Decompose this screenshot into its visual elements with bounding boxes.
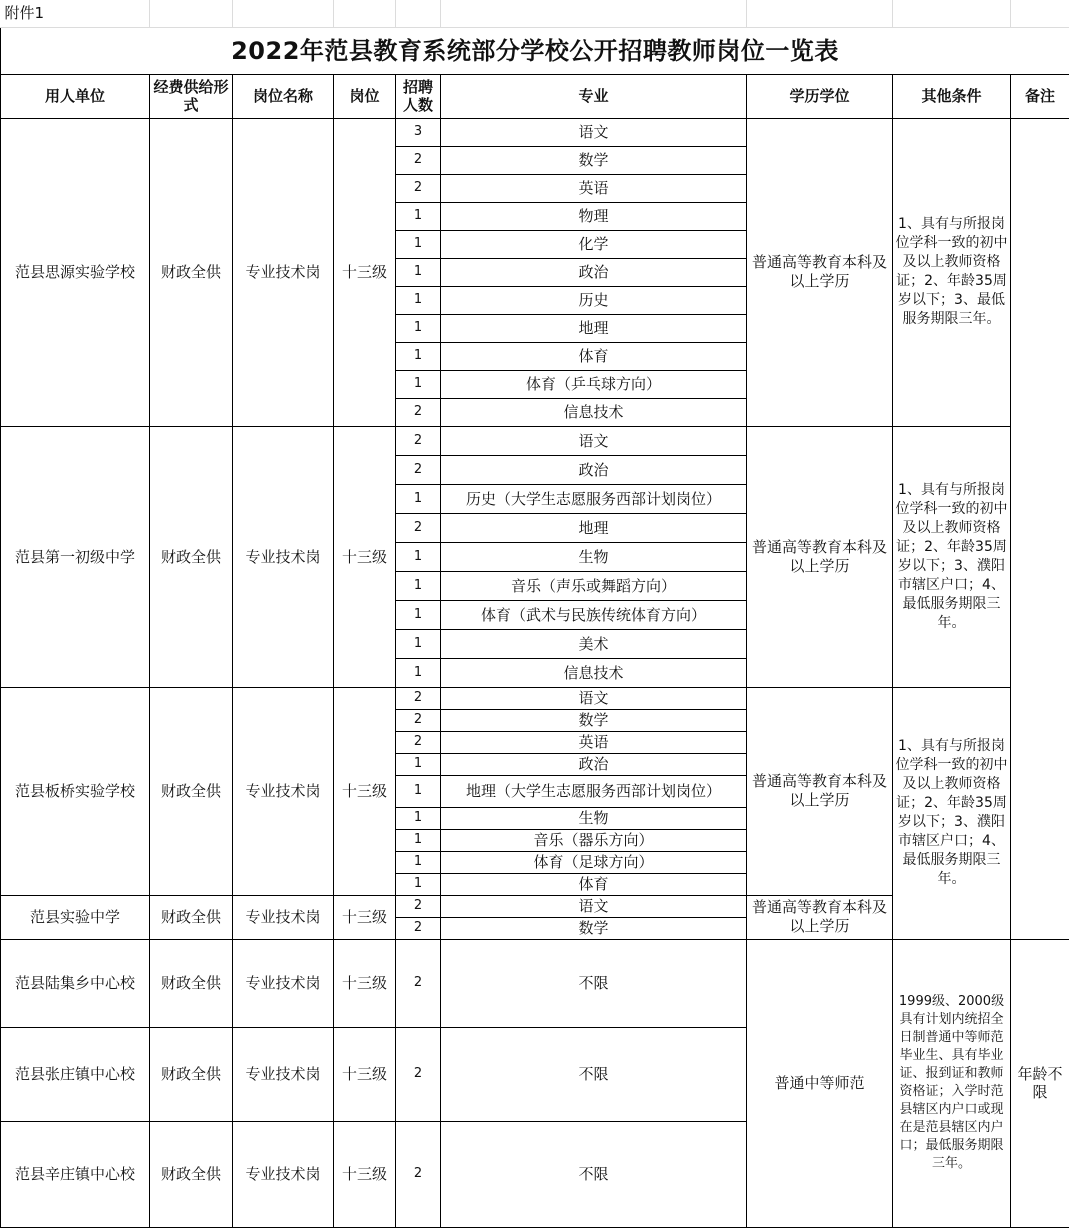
unit-cell: 范县实验中学 (1, 895, 150, 939)
funding-cell: 财政全供 (150, 118, 233, 426)
major-cell: 地理 (441, 314, 747, 342)
table-row (1, 939, 1069, 1027)
count-cell: 2 (396, 709, 441, 731)
count-cell: 2 (396, 426, 441, 455)
remarks-cell: 年龄不限 (1011, 939, 1069, 1227)
header-unit: 用人单位 (1, 74, 150, 118)
count-cell: 1 (396, 807, 441, 829)
post-name-cell: 专业技术岗 (233, 1121, 334, 1227)
conditions-cell: 1、具有与所报岗位学科一致的初中及以上教师资格证；2、年龄35周岁以下；3、濮阳市辖区户口；4、最低服务期限三年。 (893, 687, 1011, 939)
funding-cell: 财政全供 (150, 895, 233, 939)
header-conditions: 其他条件 (893, 74, 1011, 118)
table-row (1, 426, 1069, 455)
count-cell: 1 (396, 370, 441, 398)
major-cell: 物理 (441, 202, 747, 230)
count-cell: 1 (396, 775, 441, 807)
count-cell: 1 (396, 230, 441, 258)
count-cell: 1 (396, 851, 441, 873)
count-cell: 2 (396, 939, 441, 1027)
major-cell: 体育 (441, 342, 747, 370)
major-cell: 数学 (441, 146, 747, 174)
header-post-level: 岗位 (334, 74, 396, 118)
count-cell: 1 (396, 314, 441, 342)
post-name-cell: 专业技术岗 (233, 687, 334, 895)
count-cell: 1 (396, 600, 441, 629)
major-cell: 政治 (441, 455, 747, 484)
count-cell: 1 (396, 542, 441, 571)
count-cell: 2 (396, 513, 441, 542)
major-cell: 体育（武术与民族传统体育方向） (441, 600, 747, 629)
unit-cell: 范县陆集乡中心校 (1, 939, 150, 1027)
post-name-cell: 专业技术岗 (233, 118, 334, 426)
remarks-cell (1011, 118, 1069, 939)
header-remarks: 备注 (1011, 74, 1069, 118)
post-level-cell: 十三级 (334, 118, 396, 426)
post-name-cell: 专业技术岗 (233, 895, 334, 939)
major-cell: 英语 (441, 731, 747, 753)
table-row (1, 118, 1069, 146)
major-cell: 体育（乒乓球方向） (441, 370, 747, 398)
unit-cell: 范县辛庄镇中心校 (1, 1121, 150, 1227)
count-cell: 1 (396, 342, 441, 370)
major-cell: 音乐（器乐方向） (441, 829, 747, 851)
major-cell: 地理 (441, 513, 747, 542)
funding-cell: 财政全供 (150, 687, 233, 895)
header-row (1, 74, 1069, 118)
count-cell: 2 (396, 895, 441, 917)
major-cell: 地理（大学生志愿服务西部计划岗位） (441, 775, 747, 807)
count-cell: 2 (396, 455, 441, 484)
header-count: 招聘人数 (396, 74, 441, 118)
count-cell: 1 (396, 484, 441, 513)
major-cell: 历史（大学生志愿服务西部计划岗位） (441, 484, 747, 513)
count-cell: 1 (396, 258, 441, 286)
count-cell: 2 (396, 146, 441, 174)
count-cell: 1 (396, 829, 441, 851)
major-cell: 音乐（声乐或舞蹈方向） (441, 571, 747, 600)
count-cell: 2 (396, 731, 441, 753)
major-cell: 语文 (441, 687, 747, 709)
header-funding: 经费供给形式 (150, 74, 233, 118)
count-cell: 1 (396, 286, 441, 314)
major-cell: 语文 (441, 118, 747, 146)
major-cell: 不限 (441, 1121, 747, 1227)
major-cell: 生物 (441, 542, 747, 571)
count-cell: 3 (396, 118, 441, 146)
title-row (1, 27, 1069, 74)
major-cell: 语文 (441, 895, 747, 917)
post-level-cell: 十三级 (334, 1121, 396, 1227)
major-cell: 政治 (441, 753, 747, 775)
post-level-cell: 十三级 (334, 939, 396, 1027)
major-cell: 数学 (441, 709, 747, 731)
education-cell: 普通高等教育本科及以上学历 (747, 426, 893, 687)
unit-cell: 范县板桥实验学校 (1, 687, 150, 895)
attachment-label: 附件1 (1, 0, 150, 27)
conditions-cell: 1、具有与所报岗位学科一致的初中及以上教师资格证；2、年龄35周岁以下；3、濮阳市辖区户口；4、最低服务期限三年。 (893, 426, 1011, 687)
post-name-cell: 专业技术岗 (233, 939, 334, 1027)
count-cell: 1 (396, 571, 441, 600)
major-cell: 化学 (441, 230, 747, 258)
count-cell: 1 (396, 202, 441, 230)
education-cell: 普通中等师范 (747, 939, 893, 1227)
major-cell: 数学 (441, 917, 747, 939)
count-cell: 2 (396, 174, 441, 202)
post-name-cell: 专业技术岗 (233, 1027, 334, 1121)
post-level-cell: 十三级 (334, 1027, 396, 1121)
major-cell: 美术 (441, 629, 747, 658)
count-cell: 1 (396, 629, 441, 658)
conditions-cell: 1、具有与所报岗位学科一致的初中及以上教师资格证；2、年龄35周岁以下；3、最低服务期限三年。 (893, 118, 1011, 426)
unit-cell: 范县张庄镇中心校 (1, 1027, 150, 1121)
major-cell: 体育 (441, 873, 747, 895)
conditions-cell: 1999级、2000级具有计划内统招全日制普通中等师范毕业生、具有毕业证、报到证和教师资格证；入学时范县辖区内户口或现在是范县辖区内户口；最低服务期限三年。 (893, 939, 1011, 1227)
page-title: 2022年范县教育系统部分学校公开招聘教师岗位一览表 (1, 27, 1069, 74)
major-cell: 生物 (441, 807, 747, 829)
count-cell: 2 (396, 398, 441, 426)
education-cell: 普通高等教育本科及以上学历 (747, 895, 893, 939)
header-post-name: 岗位名称 (233, 74, 334, 118)
funding-cell: 财政全供 (150, 426, 233, 687)
post-level-cell: 十三级 (334, 687, 396, 895)
header-major: 专业 (441, 74, 747, 118)
attachment-row (1, 0, 1069, 27)
count-cell: 2 (396, 1121, 441, 1227)
count-cell: 2 (396, 917, 441, 939)
major-cell: 英语 (441, 174, 747, 202)
education-cell: 普通高等教育本科及以上学历 (747, 687, 893, 895)
major-cell: 信息技术 (441, 658, 747, 687)
major-cell: 不限 (441, 939, 747, 1027)
count-cell: 1 (396, 873, 441, 895)
major-cell: 语文 (441, 426, 747, 455)
major-cell: 不限 (441, 1027, 747, 1121)
post-level-cell: 十三级 (334, 426, 396, 687)
major-cell: 信息技术 (441, 398, 747, 426)
post-name-cell: 专业技术岗 (233, 426, 334, 687)
count-cell: 1 (396, 658, 441, 687)
funding-cell: 财政全供 (150, 939, 233, 1027)
post-level-cell: 十三级 (334, 895, 396, 939)
count-cell: 1 (396, 753, 441, 775)
major-cell: 体育（足球方向） (441, 851, 747, 873)
count-cell: 2 (396, 1027, 441, 1121)
count-cell: 2 (396, 687, 441, 709)
major-cell: 历史 (441, 286, 747, 314)
table-row (1, 687, 1069, 709)
unit-cell: 范县思源实验学校 (1, 118, 150, 426)
header-education: 学历学位 (747, 74, 893, 118)
education-cell: 普通高等教育本科及以上学历 (747, 118, 893, 426)
major-cell: 政治 (441, 258, 747, 286)
funding-cell: 财政全供 (150, 1027, 233, 1121)
funding-cell: 财政全供 (150, 1121, 233, 1227)
unit-cell: 范县第一初级中学 (1, 426, 150, 687)
